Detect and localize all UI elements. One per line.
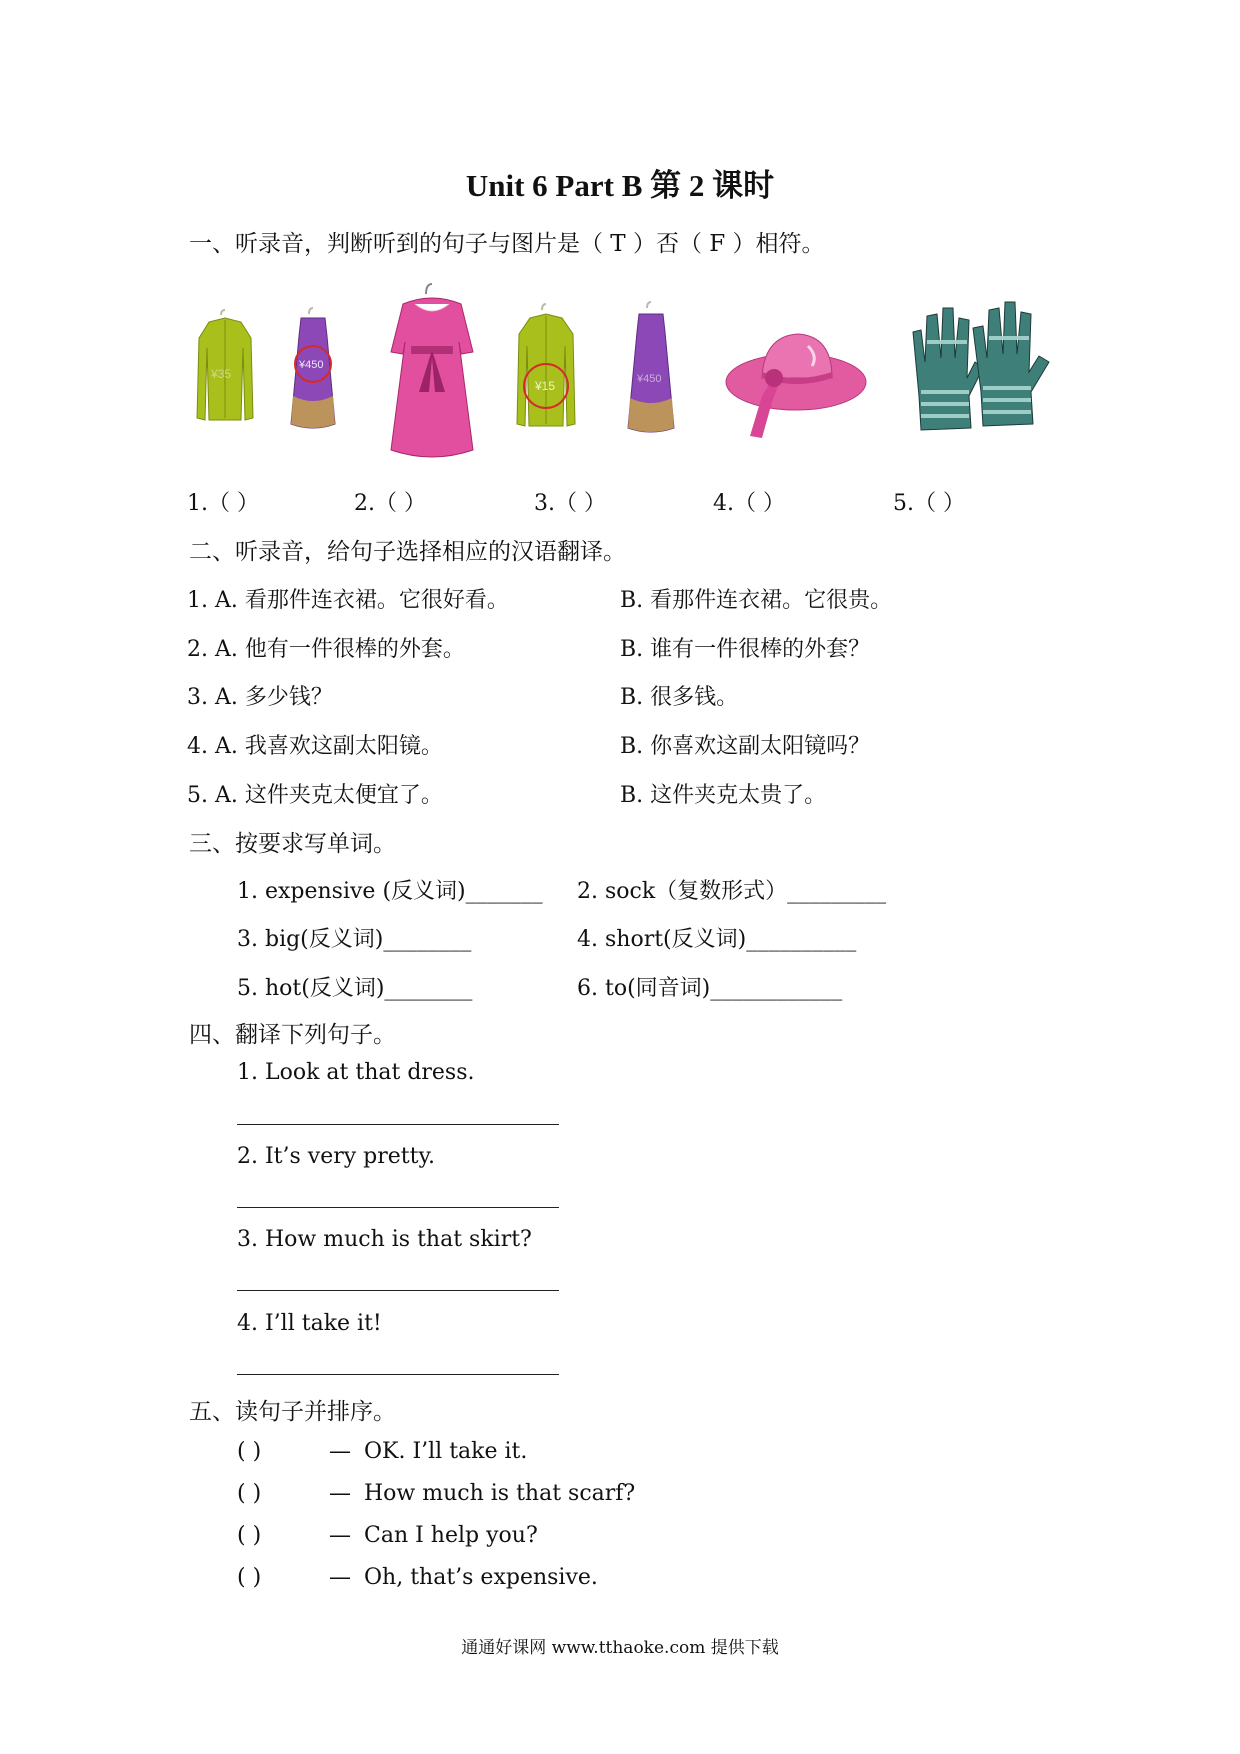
option-a-2: 2. A. 他有一件很棒的外套。 [187,637,465,662]
option-b-1: B. 看那件连衣裙。它很贵。 [620,588,893,613]
answer-blank-2[interactable]: 2.（ ） [354,491,426,516]
answer-blank-1[interactable]: 1.（ ） [187,491,259,516]
purple-dress-icon [283,306,343,436]
dialogue-line-4: Oh, that’s expensive. [364,1565,598,1590]
green-shirt-icon [195,308,255,428]
answer-blank-5[interactable]: 5.（ ） [893,491,965,516]
svg-text:¥15: ¥15 [535,379,556,393]
translate-answer-line-2[interactable] [237,1207,559,1208]
translate-answer-line-4[interactable] [237,1374,559,1375]
option-a-4: 4. A. 我喜欢这副太阳镜。 [187,734,443,759]
page-title: Unit 6 Part B 第 2 课时 [465,168,775,203]
word-item-3[interactable]: 3. big(反义词)________ [237,927,472,952]
dialogue-line-3: Can I help you? [364,1523,538,1548]
answer-blank-4[interactable]: 4.（ ） [713,491,785,516]
section-4-heading: 四、翻译下列句子。 [189,1022,396,1048]
option-b-2: B. 谁有一件很棒的外套？ [620,637,871,662]
section-3-heading: 三、按要求写单词。 [189,831,396,857]
pink-dress-icon [383,282,481,462]
option-b-3: B. 很多钱。 [620,685,739,710]
translate-answer-line-1[interactable] [237,1124,559,1125]
section-5-heading: 五、读句子并排序。 [189,1399,396,1425]
option-a-5: 5. A. 这件夹克太便宜了。 [187,783,443,808]
svg-text:¥35: ¥35 [211,367,232,381]
dialogue-dash: — [329,1481,351,1506]
green-shirt-icon [515,302,577,432]
option-a-1: 1. A. 看那件连衣裙。它很好看。 [187,588,509,613]
word-item-6[interactable]: 6. to(同音词)____________ [577,976,843,1001]
purple-dress-icon [620,300,682,440]
word-item-5[interactable]: 5. hot(反义词)________ [237,976,473,1001]
striped-gloves-icon [903,292,1053,434]
section-2-heading: 二、听录音，给句子选择相应的汉语翻译。 [189,539,626,565]
option-b-4: B. 你喜欢这副太阳镜吗？ [620,734,871,759]
order-bracket-4[interactable]: ( ) [237,1565,262,1590]
translate-sentence-3: 3. How much is that skirt? [237,1227,532,1252]
translate-sentence-1: 1. Look at that dress. [237,1060,475,1085]
dialogue-dash: — [329,1439,351,1464]
section-1-heading: 一、听录音，判断听到的句子与图片是（ T ）否（ F ）相符。 [189,231,825,257]
word-item-2[interactable]: 2. sock（复数形式）_________ [577,879,887,904]
svg-text:¥450: ¥450 [637,373,662,385]
order-bracket-1[interactable]: ( ) [237,1439,262,1464]
translate-answer-line-3[interactable] [237,1290,559,1291]
footer-credit: 通通好课网 www.tthaoke.com 提供下载 [461,1638,779,1658]
option-b-5: B. 这件夹克太贵了。 [620,783,827,808]
dialogue-dash: — [329,1565,351,1590]
translate-sentence-4: 4. I’ll take it! [237,1311,382,1336]
word-item-4[interactable]: 4. short(反义词)__________ [577,927,857,952]
option-a-3: 3. A. 多少钱？ [187,685,333,710]
word-item-1[interactable]: 1. expensive (反义词)_______ [237,879,543,904]
order-bracket-2[interactable]: ( ) [237,1481,262,1506]
pink-hat-icon [722,326,870,446]
svg-text:¥450: ¥450 [299,359,324,371]
dialogue-dash: — [329,1523,351,1548]
translate-sentence-2: 2. It’s very pretty. [237,1144,435,1169]
order-bracket-3[interactable]: ( ) [237,1523,262,1548]
dialogue-line-2: How much is that scarf? [364,1481,636,1506]
answer-blank-3[interactable]: 3.（ ） [534,491,606,516]
dialogue-line-1: OK. I’ll take it. [364,1439,528,1464]
